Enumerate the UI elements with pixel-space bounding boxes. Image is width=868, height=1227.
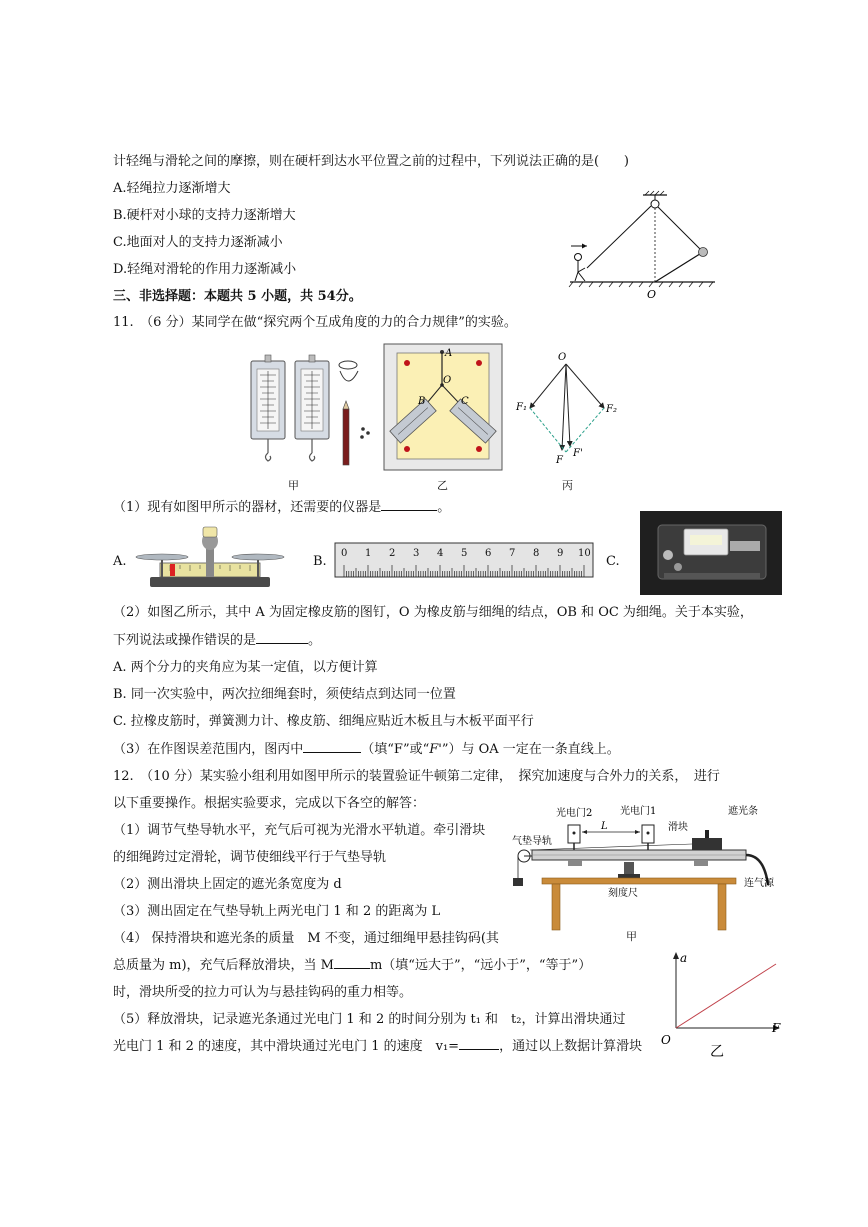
label-b: B bbox=[418, 396, 426, 407]
q11-part3-d: ”）与 OA 一定在一条直线上。 bbox=[441, 742, 620, 757]
ruler-tick-label: 0 bbox=[341, 548, 348, 559]
photogate-1-icon bbox=[642, 825, 654, 850]
q11-part2-text: 下列说法或操作错误的是 bbox=[113, 633, 257, 648]
ruler-tick-label: 6 bbox=[485, 548, 492, 559]
pencil-icon bbox=[343, 401, 349, 465]
ball-icon bbox=[699, 248, 708, 257]
q12-graph-yi bbox=[648, 946, 788, 1061]
label-gate1: 光电门1 bbox=[620, 806, 657, 817]
q12-step4-c: 时，滑块所受的拉力可认为与悬挂钩码的重力相等。 bbox=[113, 985, 413, 1000]
q10-option-a: A.轻绳拉力逐渐增大 bbox=[113, 181, 231, 196]
label-strip: 遮光条 bbox=[728, 806, 758, 817]
ruler-tick-label: 5 bbox=[461, 548, 468, 559]
q12-stem-2: 以下重要操作。根据实验要求，完成以下各空的解答： bbox=[113, 796, 426, 811]
q11-part2-end: 。 bbox=[308, 633, 322, 648]
q12-step1-b: 的细绳跨过定滑轮，调节使细线平行于气垫导轨 bbox=[113, 850, 387, 865]
label-slider: 滑块 bbox=[668, 822, 688, 833]
q12-step5-b1: 光电门 1 和 2 的速度，其中滑块通过光电门 1 的速度 v₁= bbox=[113, 1039, 460, 1054]
answer-blank[interactable] bbox=[303, 752, 361, 753]
q12-step3: （3）测出固定在气垫导轨上两光电门 1 和 2 的距离为 L bbox=[113, 904, 441, 919]
ruler-tick-label: 4 bbox=[437, 548, 444, 559]
q11-part3 bbox=[113, 741, 620, 759]
q11-part3-fprime: F' bbox=[429, 742, 442, 757]
q11-part3-a: （3）在作图误差范围内，图丙中 bbox=[113, 742, 304, 757]
ruler-tick-label: 10 bbox=[578, 548, 591, 559]
pushpin-icon bbox=[360, 427, 370, 439]
q10-figure bbox=[565, 190, 725, 300]
spring-scale-icon bbox=[251, 355, 285, 461]
label-air: 连气源 bbox=[744, 878, 774, 889]
label-c: C bbox=[461, 396, 469, 407]
label-ruler: 刻度尺 bbox=[608, 888, 638, 899]
origin-label: O bbox=[661, 1033, 671, 1047]
q11-part2-option-b: B. 同一次实验中，两次拉细绳套时，须使结点到达同一位置 bbox=[113, 687, 456, 702]
q11-part2-line1: （2）如图乙所示，其中 A 为固定橡皮筋的图钉，O 为橡皮筋与细绳的结点，OB 和 OC 为细绳。关于本实验， bbox=[113, 605, 753, 620]
q11-figure-yi bbox=[383, 343, 503, 471]
ruler-tick-label: 8 bbox=[533, 548, 540, 559]
q10-option-c: C.地面对人的支持力逐渐减小 bbox=[113, 235, 283, 250]
label-o: O bbox=[443, 375, 452, 386]
q11-part2-option-c: C. 拉橡皮筋时，弹簧测力计、橡皮筋、细绳应贴近木板且与木板平面平行 bbox=[113, 714, 534, 729]
q12-apparatus-figure bbox=[508, 802, 793, 942]
label-o: O bbox=[558, 352, 567, 363]
q11-option-b-label: B. bbox=[313, 554, 327, 569]
ruler-tick-label: 1 bbox=[365, 548, 372, 559]
slider-icon bbox=[692, 830, 722, 850]
label-a: A bbox=[445, 348, 453, 359]
q10-stem: 计轻绳与滑轮之间的摩擦，则在硬杆到达水平位置之前的过程中，下列说法正确的是( ) bbox=[113, 154, 629, 169]
ruler-tick-label: 9 bbox=[557, 548, 564, 559]
balance-scale-image bbox=[130, 525, 290, 593]
label-l: L bbox=[601, 821, 608, 832]
q12-step5-b2: ，通过以上数据计算滑块 bbox=[499, 1039, 643, 1054]
q11-figure-bing bbox=[510, 350, 625, 470]
q12-stem-1: 12. （10 分）某实验小组利用如图甲所示的装置验证牛顿第二定律， 探究加速度与合外力的关系， 进行 bbox=[113, 769, 720, 784]
q11-part1-end: 。 bbox=[437, 500, 451, 515]
label-f2: F₂ bbox=[606, 404, 617, 415]
q12-step1-a: （1）调节气垫导轨水平，充气后可视为光滑水平轨道。牵引滑块 bbox=[113, 823, 486, 838]
q12-step5-b bbox=[113, 1038, 642, 1056]
q12-step5-a: （5）释放滑块，记录遮光条通过光电门 1 和 2 的时间分别为 t₁ 和 t₂，计算出滑块通过 bbox=[113, 1012, 626, 1027]
ruler-tick-label: 3 bbox=[413, 548, 420, 559]
label-f1: F₁ bbox=[516, 402, 527, 413]
photogate-2-icon bbox=[568, 825, 580, 850]
person-icon bbox=[575, 254, 586, 282]
timer-device-image bbox=[640, 511, 782, 595]
answer-blank[interactable] bbox=[256, 643, 308, 644]
label-f-prime: F' bbox=[573, 448, 583, 459]
q11-part1 bbox=[113, 499, 450, 517]
q11-part2-line2 bbox=[113, 632, 321, 650]
q12-step4-b1: 总质量为 m)，充气后释放滑块，当 M bbox=[113, 958, 334, 973]
section-heading: 三、非选择题：本题共 5 小题，共 54分。 bbox=[113, 289, 362, 304]
q11-caption-bing: 丙 bbox=[562, 479, 573, 492]
q12-step4-b bbox=[113, 957, 591, 975]
label-gate2: 光电门2 bbox=[556, 808, 593, 819]
pulley-icon bbox=[651, 200, 659, 208]
q10-option-b: B.硬杆对小球的支持力逐渐增大 bbox=[113, 208, 296, 223]
q10-option-d: D.轻绳对滑轮的作用力逐渐减小 bbox=[113, 262, 297, 277]
q12-caption-jia: 甲 bbox=[626, 930, 637, 943]
q11-part1-text: （1）现有如图甲所示的器材，还需要的仪器是 bbox=[113, 500, 382, 515]
q10-label-o: O bbox=[647, 288, 657, 300]
q11-part2-option-a: A. 两个分力的夹角应为某一定值，以方便计算 bbox=[113, 660, 378, 675]
ruler-tick-label: 2 bbox=[389, 548, 396, 559]
ruler-tick-label: 7 bbox=[509, 548, 516, 559]
axis-label-f: F bbox=[772, 1021, 781, 1035]
q12-step4-b2: m（填“远大于”，“远小于”，“等于”） bbox=[369, 958, 592, 973]
answer-blank[interactable] bbox=[459, 1049, 499, 1050]
q11-figure-jia bbox=[245, 343, 375, 488]
q12-caption-yi: 乙 bbox=[710, 1044, 724, 1060]
q11-caption-yi: 乙 bbox=[437, 479, 448, 492]
q12-step2: （2）测出滑块上固定的遮光条宽度为 d bbox=[113, 877, 342, 892]
q11-caption-jia: 甲 bbox=[288, 479, 299, 492]
q11-part3-b: （填“F”或“ bbox=[361, 742, 430, 757]
ruler-image bbox=[334, 542, 594, 578]
label-track: 气垫导轨 bbox=[512, 836, 552, 847]
q11-option-c-label: C. bbox=[606, 554, 620, 569]
answer-blank[interactable] bbox=[381, 510, 437, 511]
label-f: F bbox=[556, 455, 563, 466]
q11-stem: 11. （6 分）某同学在做“探究两个互成角度的力的合力规律”的实验。 bbox=[113, 315, 517, 330]
rubber-band-icon bbox=[339, 361, 358, 381]
q11-option-a-label: A. bbox=[113, 554, 127, 569]
q12-step4-a: （4） 保持滑块和遮光条的质量 M 不变，通过细绳甲悬挂钩码(其 bbox=[113, 931, 499, 946]
answer-blank[interactable] bbox=[334, 968, 370, 969]
axis-label-a: a bbox=[680, 951, 688, 965]
spring-scale-icon bbox=[295, 355, 329, 461]
